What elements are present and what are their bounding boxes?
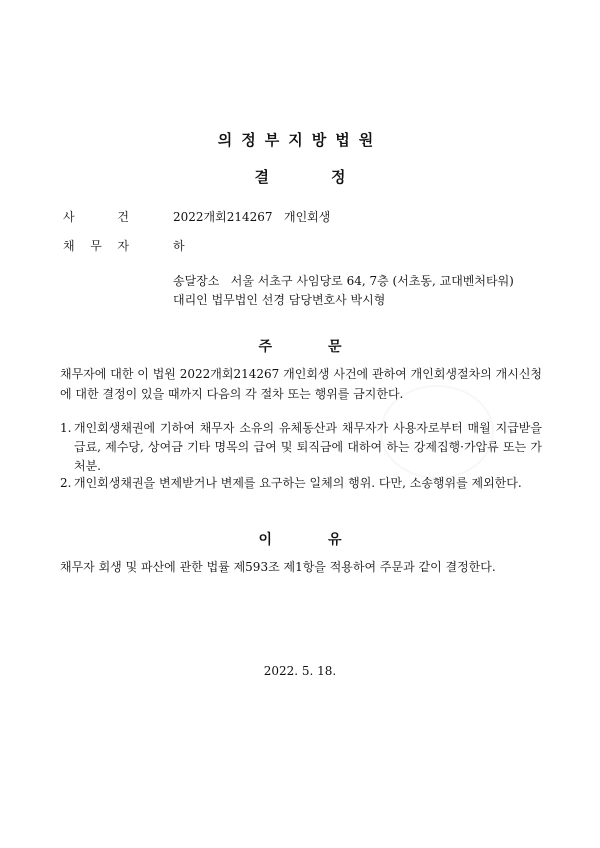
document-type-char-1: 결 xyxy=(254,168,269,186)
order-item-2 xyxy=(60,474,542,493)
court-name: 의정부지방법원 xyxy=(217,131,383,149)
order-item-text: 개인회생채권을 변제받거나 변제를 요구하는 일체의 행위. 다만, 소송행위를 제외한다. xyxy=(74,476,522,490)
case-row xyxy=(63,208,330,225)
debtor-row xyxy=(63,237,185,254)
order-item-number: 2. xyxy=(60,476,72,490)
order-item-1 xyxy=(60,419,542,476)
debtor-name: 하 xyxy=(173,239,185,253)
order-item-number: 1. xyxy=(60,421,72,435)
service-address: 송달장소 서울 서초구 사임당로 64, 7층 (서초동, 교대벤처타워) xyxy=(173,274,514,288)
decision-date: 2022. 5. 18. xyxy=(263,664,337,678)
document-type-title xyxy=(0,166,600,187)
reason-text: 채무자 회생 및 파산에 관한 법률 제593조 제1항을 적용하여 주문과 같이 결정한다. xyxy=(60,560,496,574)
order-intro: 채무자에 대한 이 법원 2022개회214267 개인회생 사건에 관하여 개인회생절차의 개시신청에 대한 결정이 있을 때까지 다음의 각 절차 또는 행위를 금지한다. xyxy=(60,367,542,401)
attorney-line: 대리인 법무법인 선경 담당변호사 박시형 xyxy=(173,293,386,307)
reason-title: 이 유 xyxy=(258,532,342,548)
case-label: 사 건 xyxy=(63,210,129,224)
debtor-label: 채 무 자 xyxy=(63,239,129,253)
order-title: 주 문 xyxy=(258,339,342,355)
order-item-text: 개인회생채권에 기하여 채무자 소유의 유체동산과 채무자가 사용자로부터 매월 지급받을 급료, 제수당, 상여금 기타 명목의 급여 및 퇴직금에 대하여 하는 강제집행·가압류 또는 가처분. xyxy=(74,421,542,473)
case-number: 2022개회214267 개인회생 xyxy=(173,210,331,224)
document-type-char-2: 정 xyxy=(331,168,346,186)
